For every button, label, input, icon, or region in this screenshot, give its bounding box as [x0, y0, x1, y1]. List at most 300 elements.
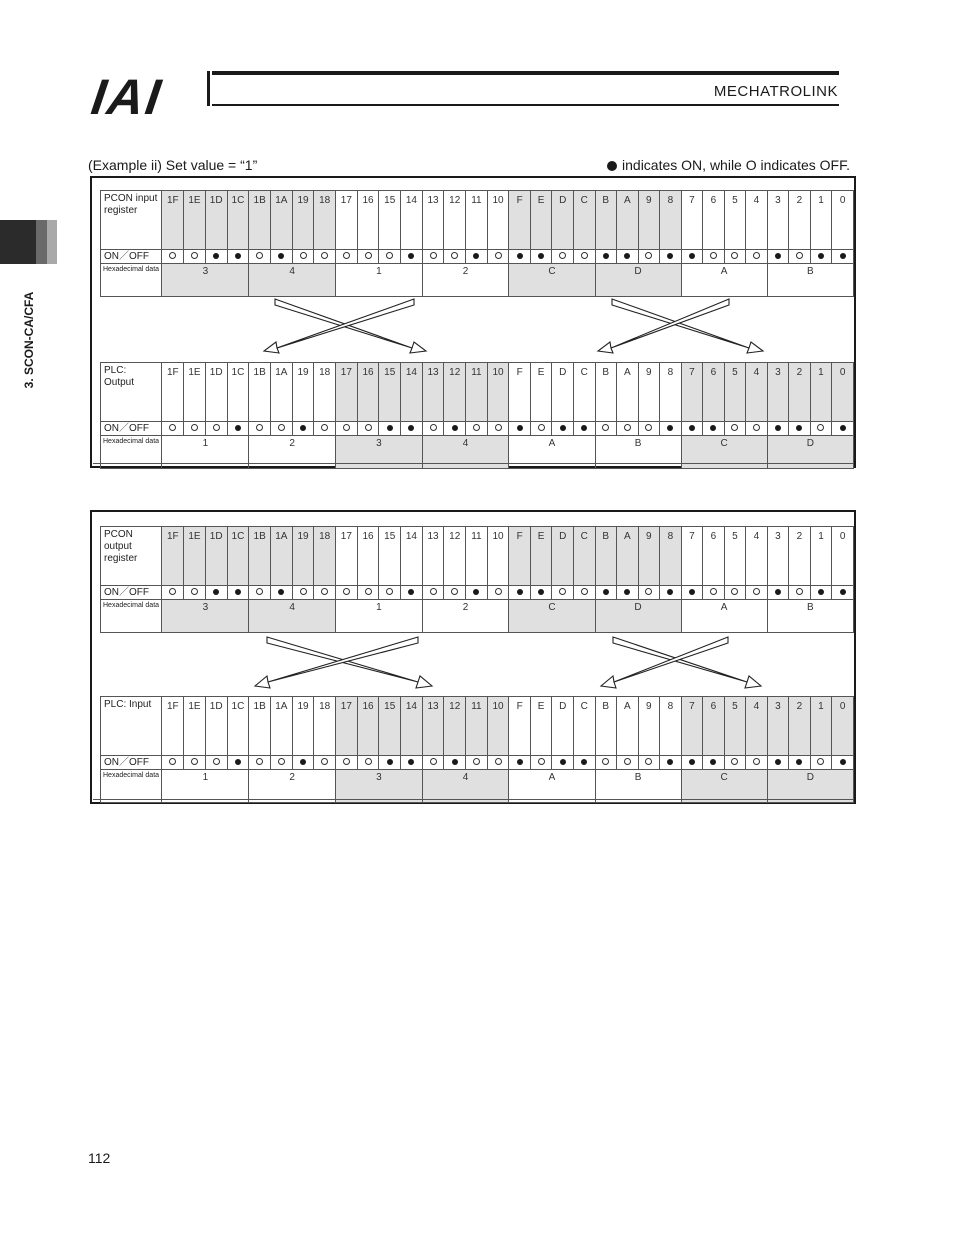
bit-state: [422, 250, 444, 264]
off-dot-icon: [169, 424, 176, 431]
bit-state: [746, 250, 768, 264]
on-dot-icon: [473, 253, 479, 259]
bit-state: [810, 422, 832, 436]
hex-digit: 2: [422, 600, 509, 633]
off-dot-icon: [710, 588, 717, 595]
bit-number: 9: [638, 191, 660, 250]
register-label: PCON output register: [101, 527, 162, 586]
bit-number: 2: [789, 697, 811, 756]
bit-number: F: [509, 697, 531, 756]
register-mapping-panel: [90, 176, 856, 468]
bit-number: 13: [422, 363, 444, 422]
bit-number: 12: [444, 363, 466, 422]
crossover-arrows: [92, 296, 854, 358]
bit-state: [336, 586, 358, 600]
bit-number: 17: [336, 191, 358, 250]
bit-state: [205, 422, 227, 436]
bit-state: [724, 756, 746, 770]
bit-state: [530, 422, 552, 436]
off-dot-icon: [343, 252, 350, 259]
bit-state: [724, 250, 746, 264]
hex-label: Hexadecimal data: [101, 770, 162, 803]
bit-number: 14: [401, 697, 423, 756]
bit-number: E: [530, 191, 552, 250]
bit-number: 8: [660, 527, 682, 586]
bit-number: 0: [832, 527, 854, 586]
bit-state: [227, 756, 249, 770]
on-dot-icon: [667, 759, 673, 765]
bit-state: [184, 756, 206, 770]
bit-number: 15: [379, 527, 401, 586]
bit-state: [746, 756, 768, 770]
bit-state: [466, 586, 488, 600]
bit-number: 3: [767, 697, 789, 756]
chapter-label: 3. SCON-CA/CFA: [22, 291, 36, 389]
hex-digit: D: [595, 264, 681, 297]
bit-state: [832, 756, 854, 770]
bit-number: 15: [379, 363, 401, 422]
hex-digit: B: [767, 264, 853, 297]
bit-number: 1C: [227, 363, 249, 422]
bit-number: 1B: [249, 191, 271, 250]
hex-digit: 3: [336, 436, 423, 469]
bit-state: [292, 756, 314, 770]
hex-digit: 2: [249, 770, 336, 803]
bit-state: [314, 422, 336, 436]
bit-number: 6: [703, 697, 725, 756]
bit-number: 9: [638, 697, 660, 756]
bit-number: 1A: [270, 697, 292, 756]
on-dot-icon: [278, 589, 284, 595]
bit-state: [573, 250, 595, 264]
hex-digit: D: [767, 770, 853, 803]
bit-number: 13: [422, 527, 444, 586]
on-dot-icon: [667, 253, 673, 259]
bit-number: C: [573, 363, 595, 422]
chapter-tab: [0, 220, 36, 264]
bit-state: [227, 250, 249, 264]
bit-state: [270, 250, 292, 264]
off-dot-icon: [169, 758, 176, 765]
on-dot-icon: [840, 425, 846, 431]
on-dot-icon: [607, 161, 617, 171]
bit-state: [249, 756, 271, 770]
bit-number: 7: [681, 527, 703, 586]
off-dot-icon: [430, 758, 437, 765]
bit-state: [552, 586, 574, 600]
bit-state: [638, 586, 660, 600]
bit-number: C: [573, 191, 595, 250]
on-dot-icon: [387, 425, 393, 431]
on-dot-icon: [408, 425, 414, 431]
bit-state: [789, 586, 811, 600]
register-label: PLC: Output: [101, 363, 162, 422]
bit-state: [162, 422, 184, 436]
bit-state: [767, 250, 789, 264]
off-dot-icon: [581, 588, 588, 595]
bit-number: 1: [810, 363, 832, 422]
bit-state: [184, 586, 206, 600]
bit-number: 4: [746, 191, 768, 250]
off-dot-icon: [451, 252, 458, 259]
bit-number: 3: [767, 191, 789, 250]
off-dot-icon: [645, 252, 652, 259]
bit-state: [638, 422, 660, 436]
bit-number: 1: [810, 697, 832, 756]
off-dot-icon: [213, 424, 220, 431]
bit-number: 1D: [205, 363, 227, 422]
off-dot-icon: [645, 588, 652, 595]
bit-number: 1E: [184, 697, 206, 756]
off-dot-icon: [495, 252, 502, 259]
off-dot-icon: [796, 588, 803, 595]
bit-number: F: [509, 527, 531, 586]
section-title: MECHATROLINK: [713, 83, 838, 100]
hex-digit: C: [681, 770, 767, 803]
bit-number: 1D: [205, 527, 227, 586]
bit-state: [336, 250, 358, 264]
off-dot-icon: [817, 424, 824, 431]
on-dot-icon: [278, 253, 284, 259]
bit-state: [336, 756, 358, 770]
bit-number: D: [552, 191, 574, 250]
bit-number: 1F: [162, 697, 184, 756]
off-dot-icon: [256, 252, 263, 259]
off-dot-icon: [495, 588, 502, 595]
bit-number: 13: [422, 191, 444, 250]
off-dot-icon: [213, 758, 220, 765]
bit-state: [509, 586, 531, 600]
hex-digit: 3: [162, 264, 249, 297]
on-dot-icon: [300, 759, 306, 765]
bit-state: [379, 250, 401, 264]
bit-state: [184, 250, 206, 264]
bit-number: 4: [746, 697, 768, 756]
bit-number: 8: [660, 363, 682, 422]
bit-number: 13: [422, 697, 444, 756]
bit-state: [573, 422, 595, 436]
off-dot-icon: [386, 588, 393, 595]
onoff-label: ON／OFF: [101, 586, 162, 600]
bit-number: 18: [314, 363, 336, 422]
bit-state: [184, 422, 206, 436]
bit-number: 3: [767, 527, 789, 586]
on-dot-icon: [235, 425, 241, 431]
on-dot-icon: [689, 589, 695, 595]
bit-number: 5: [724, 697, 746, 756]
bit-state: [162, 250, 184, 264]
on-dot-icon: [818, 253, 824, 259]
bit-number: A: [617, 697, 639, 756]
on-dot-icon: [452, 425, 458, 431]
off-dot-icon: [256, 758, 263, 765]
bit-number: D: [552, 363, 574, 422]
bit-state: [487, 586, 509, 600]
hex-digit: 2: [422, 264, 509, 297]
bit-state: [444, 250, 466, 264]
on-dot-icon: [775, 425, 781, 431]
bit-state: [314, 250, 336, 264]
bit-state: [681, 586, 703, 600]
bit-number: 1D: [205, 191, 227, 250]
bit-state: [509, 250, 531, 264]
off-dot-icon: [191, 424, 198, 431]
bit-state: [444, 422, 466, 436]
bit-state: [832, 422, 854, 436]
bit-number: 1B: [249, 697, 271, 756]
bit-state: [703, 422, 725, 436]
page-number: 112: [88, 1150, 111, 1166]
bit-number: 19: [292, 191, 314, 250]
on-dot-icon: [603, 589, 609, 595]
off-dot-icon: [473, 424, 480, 431]
bit-state: [552, 422, 574, 436]
bit-state: [249, 422, 271, 436]
off-dot-icon: [495, 424, 502, 431]
bit-number: 2: [789, 363, 811, 422]
bit-state: [530, 250, 552, 264]
bit-number: D: [552, 697, 574, 756]
bit-number: 2: [789, 527, 811, 586]
bit-number: 1D: [205, 697, 227, 756]
crossover-arrows: [92, 632, 854, 694]
bit-state: [422, 586, 444, 600]
off-dot-icon: [300, 252, 307, 259]
off-dot-icon: [451, 588, 458, 595]
off-dot-icon: [278, 424, 285, 431]
on-dot-icon: [796, 425, 802, 431]
bit-number: 12: [444, 191, 466, 250]
bit-state: [336, 422, 358, 436]
chapter-tab: [47, 220, 57, 264]
off-dot-icon: [278, 758, 285, 765]
bit-state: [724, 422, 746, 436]
off-dot-icon: [321, 588, 328, 595]
bit-state: [357, 422, 379, 436]
bit-state: [401, 756, 423, 770]
bit-state: [681, 422, 703, 436]
off-dot-icon: [817, 758, 824, 765]
crossover-arrows-right: [601, 637, 761, 688]
bit-number: B: [595, 697, 617, 756]
hex-digit: C: [509, 264, 595, 297]
pcon-input-table: [100, 190, 854, 297]
off-dot-icon: [343, 758, 350, 765]
on-dot-icon: [300, 425, 306, 431]
on-dot-icon: [235, 253, 241, 259]
bit-state: [552, 756, 574, 770]
bit-number: 1F: [162, 363, 184, 422]
on-dot-icon: [517, 425, 523, 431]
chapter-tab: [36, 220, 47, 264]
bit-number: 19: [292, 697, 314, 756]
off-dot-icon: [538, 758, 545, 765]
bit-state: [703, 756, 725, 770]
bit-state: [530, 756, 552, 770]
bit-number: 17: [336, 363, 358, 422]
off-dot-icon: [365, 758, 372, 765]
off-dot-icon: [343, 588, 350, 595]
crossover-arrows-left: [264, 299, 426, 353]
hex-digit: A: [509, 770, 595, 803]
off-dot-icon: [559, 252, 566, 259]
bit-state: [660, 586, 682, 600]
bit-state: [401, 250, 423, 264]
hex-digit: 4: [249, 600, 336, 633]
off-dot-icon: [753, 252, 760, 259]
bit-number: 15: [379, 191, 401, 250]
bit-state: [379, 422, 401, 436]
bit-number: 6: [703, 363, 725, 422]
bit-state: [573, 586, 595, 600]
bit-state: [660, 250, 682, 264]
on-dot-icon: [452, 759, 458, 765]
off-dot-icon: [495, 758, 502, 765]
bit-number: A: [617, 191, 639, 250]
example-heading: (Example ii) Set value = “1”: [88, 157, 258, 173]
bit-number: 1: [810, 527, 832, 586]
on-dot-icon: [710, 759, 716, 765]
off-dot-icon: [602, 424, 609, 431]
bit-state: [789, 422, 811, 436]
bit-number: 18: [314, 191, 336, 250]
bit-number: 1E: [184, 363, 206, 422]
bit-number: E: [530, 363, 552, 422]
bit-state: [638, 756, 660, 770]
hex-digit: 1: [336, 600, 423, 633]
bit-number: 3: [767, 363, 789, 422]
off-dot-icon: [321, 424, 328, 431]
off-dot-icon: [343, 424, 350, 431]
bit-number: 1B: [249, 363, 271, 422]
bit-state: [249, 250, 271, 264]
bit-number: E: [530, 527, 552, 586]
off-dot-icon: [731, 424, 738, 431]
bit-number: 1F: [162, 527, 184, 586]
on-dot-icon: [667, 589, 673, 595]
bit-number: C: [573, 697, 595, 756]
off-dot-icon: [581, 252, 588, 259]
hex-digit: 3: [162, 600, 249, 633]
bit-number: 10: [487, 363, 509, 422]
bit-state: [270, 586, 292, 600]
bit-number: 18: [314, 697, 336, 756]
register-label: PLC: Input: [101, 697, 162, 756]
bit-number: 2: [789, 191, 811, 250]
off-dot-icon: [731, 252, 738, 259]
on-dot-icon: [840, 759, 846, 765]
on-dot-icon: [775, 759, 781, 765]
bit-number: 1A: [270, 527, 292, 586]
bit-number: 1: [810, 191, 832, 250]
off-dot-icon: [386, 252, 393, 259]
bit-number: 17: [336, 697, 358, 756]
bit-number: 4: [746, 527, 768, 586]
bit-state: [292, 250, 314, 264]
on-dot-icon: [796, 759, 802, 765]
hex-label: Hexadecimal data: [101, 264, 162, 297]
off-dot-icon: [731, 588, 738, 595]
bit-state: [767, 756, 789, 770]
bit-number: 14: [401, 527, 423, 586]
bit-number: 14: [401, 191, 423, 250]
bit-state: [595, 422, 617, 436]
bit-number: 1A: [270, 363, 292, 422]
hex-digit: B: [767, 600, 853, 633]
bit-state: [789, 250, 811, 264]
hex-digit: 1: [336, 264, 423, 297]
hex-digit: 4: [249, 264, 336, 297]
off-dot-icon: [645, 424, 652, 431]
bit-number: 0: [832, 697, 854, 756]
off-dot-icon: [602, 758, 609, 765]
on-dot-icon: [517, 589, 523, 595]
bit-state: [422, 422, 444, 436]
bit-number: 0: [832, 363, 854, 422]
on-dot-icon: [408, 253, 414, 259]
bit-number: 10: [487, 527, 509, 586]
off-dot-icon: [256, 588, 263, 595]
bit-number: 5: [724, 191, 746, 250]
bit-number: 16: [357, 527, 379, 586]
bit-state: [444, 586, 466, 600]
hex-digit: B: [595, 436, 681, 469]
bit-number: 1C: [227, 527, 249, 586]
off-dot-icon: [731, 758, 738, 765]
bit-state: [401, 422, 423, 436]
off-dot-icon: [191, 252, 198, 259]
bit-state: [487, 250, 509, 264]
bit-number: 1A: [270, 191, 292, 250]
off-dot-icon: [430, 252, 437, 259]
on-dot-icon: [408, 589, 414, 595]
off-dot-icon: [645, 758, 652, 765]
bit-state: [227, 422, 249, 436]
off-dot-icon: [321, 252, 328, 259]
bit-state: [227, 586, 249, 600]
off-dot-icon: [169, 252, 176, 259]
bit-number: 6: [703, 191, 725, 250]
bit-state: [487, 756, 509, 770]
bit-number: 10: [487, 191, 509, 250]
bit-number: 0: [832, 191, 854, 250]
bit-state: [379, 586, 401, 600]
bit-number: 8: [660, 697, 682, 756]
bit-number: 11: [466, 527, 488, 586]
bit-number: 5: [724, 527, 746, 586]
on-dot-icon: [560, 425, 566, 431]
hex-label: Hexadecimal data: [101, 600, 162, 633]
on-dot-icon: [689, 253, 695, 259]
bit-number: 1B: [249, 527, 271, 586]
register-mapping-panel: [90, 510, 856, 804]
hex-digit: B: [595, 770, 681, 803]
bit-number: 14: [401, 363, 423, 422]
bit-number: 7: [681, 697, 703, 756]
bit-state: [162, 586, 184, 600]
bit-state: [789, 756, 811, 770]
off-dot-icon: [300, 588, 307, 595]
bit-number: 7: [681, 363, 703, 422]
on-dot-icon: [473, 589, 479, 595]
bit-state: [466, 756, 488, 770]
on-dot-icon: [689, 425, 695, 431]
off-dot-icon: [538, 424, 545, 431]
bit-number: E: [530, 697, 552, 756]
bit-number: 1C: [227, 191, 249, 250]
bit-number: 9: [638, 363, 660, 422]
iai-logo: IAI: [88, 69, 166, 125]
